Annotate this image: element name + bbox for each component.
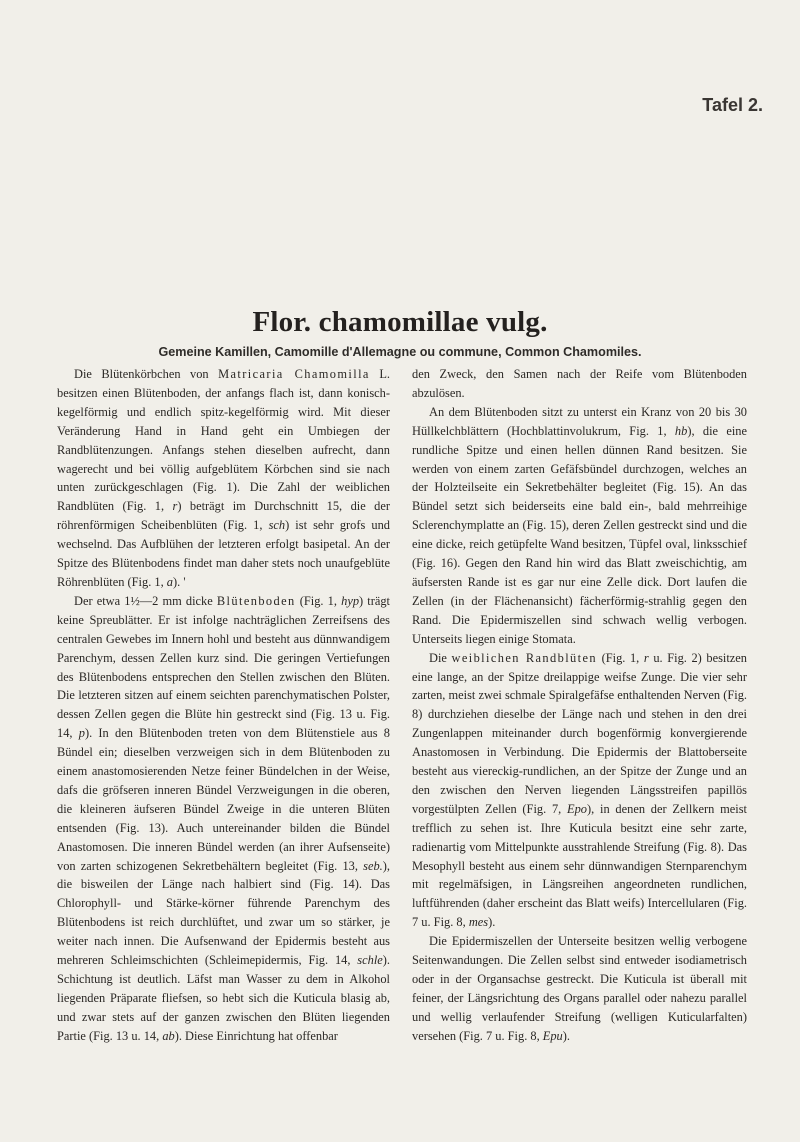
text-run: ). xyxy=(488,915,496,930)
text-run: ). xyxy=(562,1028,570,1043)
text-run: ) ist sehr grofs und wechselnd. Das Aufblühen der letzteren erfolgt basipetal. An der Spitze des Blütenbodens findet man daher stets noch unaufgeblüte Röhrenblüten (Fig. 1, xyxy=(57,518,390,589)
figure-ref: ab xyxy=(162,1028,175,1043)
right-column xyxy=(412,365,747,1046)
figure-ref: a xyxy=(166,574,173,589)
paragraph-continuation: den Zweck, den Samen nach der Reife vom Blütenboden abzulösen. xyxy=(412,367,747,400)
species-name: Matricaria Chamomilla xyxy=(218,367,370,381)
text-run: An dem Blütenboden sitzt zu unterst ein Kranz von 20 bis 30 Hüllkelchblättern (Hochblattinvolukrum, Fig. 1, xyxy=(412,404,747,438)
section-term: weiblichen Randblüten xyxy=(451,650,597,665)
text-run: Die xyxy=(429,650,452,665)
figure-ref: mes xyxy=(468,915,489,930)
figure-ref: Epo xyxy=(567,801,588,816)
text-run: ), in denen der Zellkern meist trefflich zu sehen ist. Ihre Kuticula besitzt eine sehr zarte, radienartig vom Mittelpunkte ausstrahlende Streifung (Fig. 8). Das Mesophyll besteht aus einem sehr dünnwandigen Sternparenchym mit regelmäfsigen, in Längsreihen angeordneten rundlichen, luftführenden (daher erscheint das Blatt weifs) Intercellularen (Fig. 7 u. Fig. 8, xyxy=(412,801,747,930)
text-run: ) trägt keine Spreublätter. Er ist infolge nachträglichen Zerreifsens des centralen Gewebes im Innern hohl und besteht aus dünnwandigem Parenchym, dessen Zellen kurz sind. Die geringen Vertiefungen des Blütenbodens entsprechen den Stellen zwischen den Blüten. Die letzteren sitzen auf einem seichten parenchymatischen Polster, dessen Zellen gegen die Blüte hin gestreckt sind (Fig. 13 u. Fig. 14, xyxy=(57,593,390,741)
text-run: ) beträgt im Durchschnitt 15, die der röhrenförmigen Scheibenblüten (Fig. 1, xyxy=(57,499,390,533)
text-run: ), die eine rundliche Spitze und einen hellen dünnen Rand besitzen. Sie werden von einem zarten Gefäfsbündel durchzogen, welches an der Holzteilseite ein Sekretbehälter begleitet (Fig. 15). An das Bündel setzt sich beiderseits eine bald ein-, bald mehrreihige Sclerenchymplatte an (Fig. 15), deren Zellen gestreckt sind und die eine dicke, reich getüpfelte Wand besitzen, Tüpfel oval, linksschief (Fig. 16). Gegen den Rand hin wird das Blatt zweischichtig, am äufsersten Rande ist es gar nur eine Zelle dick. Dort laufen die Zellen (in der Flächenansicht) fächerförmig-strahlig gegen den Rand. Die Epidermiszellen sind schwach wellig verbogen. Unterseits liegen einige Stomata. xyxy=(412,423,748,646)
paragraph-epidermis-underside xyxy=(412,932,747,1045)
text-run: Der etwa 1½—2 mm dicke xyxy=(74,593,217,608)
figure-ref: seb. xyxy=(363,858,383,873)
text-run: ), die bisweilen der Länge nach halbiert sind (Fig. 14). Das Chlorophyll- und Stärke-körner führende Parenchym des Blütenbodens ist reich durchlüftet, und zwar um so stärker, je weiter nach innen. Die Aufsenwand der Epidermis besteht aus mehreren Schleimschichten (Schleimepidermis, Fig. 14, xyxy=(57,858,390,968)
figure-ref: r xyxy=(643,650,649,665)
paragraph-ray-florets xyxy=(412,649,747,933)
page-subtitle: Gemeine Kamillen, Camomille d'Allemagne ou commune, Common Chamomiles. xyxy=(158,345,642,359)
paragraph-involucre xyxy=(412,403,747,649)
text-run: L. besitzen einen Blütenboden, der anfangs flach ist, dann konisch-kegelförmig und endlich spitz-kegelförmig wird. Mit dieser Veränderung Hand in Hand geht ein Umbiegen der Randblütenzungen. Anfangs stehen dieselben aufrecht, dann wagerecht und bei völlig aufgeblütem Körbchen sind sie nach unten zurückgeschlagen (Fig. 1). Die Zahl der weiblichen Randblüten (Fig. 1, xyxy=(57,367,390,514)
figure-ref: sch xyxy=(268,518,286,533)
text-run: ). ' xyxy=(173,574,186,589)
text-run: ). Diese Einrichtung hat offenbar xyxy=(174,1028,338,1043)
plate-label: Tafel 2. xyxy=(702,95,763,115)
text-run: Die Epidermiszellen der Unterseite besitzen wellig verbogene Seitenwandungen. Die Zellen selbst sind entweder isodiametrisch oder in der Organsachse gestreckt. Die Kuticula ist überall mit feiner, der Längsrichtung des Organs parallel oder nahezu parallel und wellig verlaufender Streifung (welligen Kuticularfalten) versehen (Fig. 7 u. Fig. 8, xyxy=(412,934,747,1043)
figure-ref: hyp xyxy=(341,593,360,608)
text-run: (Fig. 1, xyxy=(295,593,342,608)
page-title: Flor. chamomillae vulg. xyxy=(252,306,548,338)
figure-ref: r xyxy=(172,499,178,514)
figure-ref: hb xyxy=(674,423,688,438)
figure-ref: schle xyxy=(357,953,383,968)
text-run: ). In den Blütenboden treten von dem Blütenstiele aus 8 Bündel ein; dieselben verzweigen sich in dem Blütenboden zu einem anastomosierenden Netze feiner Bündelchen in der Weise, dafs die gröfseren inneren Bündel Verzweigungen in die oberen, die kleineren äufseren Bündel Zweige in die unteren Blüten entsenden (Fig. 13). Auch untereinander bilden die Bündel Anastomosen. Die inneren Bündel werden (an ihrer Aufsenseite) von zarten schizogenen Sekretbehältern begleitet (Fig. 13, xyxy=(57,726,390,873)
figure-ref: p xyxy=(78,726,85,741)
text-run: Die Blütenkörbchen von xyxy=(74,367,219,381)
section-term: Blütenboden xyxy=(216,593,296,608)
figure-ref: Epu xyxy=(542,1028,563,1043)
left-column xyxy=(57,365,390,1046)
text-run: u. Fig. 2) besitzen eine lange, an der Spitze dreilappige weifse Zunge. Die vier sehr zarten, meist zwei schmale Spiralgefäfse enthaltenden Nerven (Fig. 8) durchziehen dieselbe der Länge nach und stehen in den drei Zungenlappen miteinander durch bogenförmig konvergierende Anastomosen in Verbindung. Die Epidermis der Blattoberseite besteht aus viereckig-rundlichen, an der Spitze der Zunge und an den zwischen den Nerven liegenden Längsstreifen papillös vorgestülpten Zellen (Fig. 7, xyxy=(412,650,747,816)
text-run: ). Schichtung ist deutlich. Läfst man Wasser zu dem in Alkohol liegenden Präparate fliefsen, so hebt sich die Kuticula blasig ab, und zwar stets auf der ganzen zwischen den Blüten liegenden Partie (Fig. 13 u. 14, xyxy=(57,953,390,1043)
paragraph-inflorescence xyxy=(57,365,390,592)
paragraph-receptacle xyxy=(57,592,390,1046)
text-run: (Fig. 1, xyxy=(597,650,644,665)
